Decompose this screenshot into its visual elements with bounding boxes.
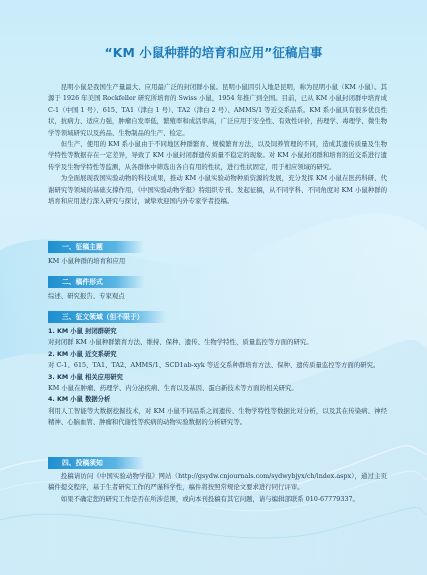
intro-text <box>48 82 387 207</box>
section-heading-format: 二、稿件形式 <box>48 276 144 288</box>
submission-paragraph: 投稿请访问《中国实验动物学报》网站（http://gsydw.cnjournals.com/sydwybjyx/ch/index.aspx），通过主页稿件提交程序，基于生者研究工作的严谨科学性，稿件将按照常规论文要求进行同行评审。 <box>48 472 387 492</box>
field-title: 3. KM 小鼠 相关应用研究 <box>48 373 123 381</box>
submission-paragraph: 如果不确定您的研究工作是否在所涉范围，或向本刊投稿有其它问题，请与编辑部联系 010-67779337。 <box>60 494 359 503</box>
section-body-theme <box>48 256 387 267</box>
intro-paragraph: 为全面展现我国实验动物的科技成果，推动 KM 小鼠实验动物种质资源的发展，充分发挥 KM 小鼠在医药科研、代谢研究等领域的基础支撑作用，《中国实验动物学报》特组织专刊、发起征稿，从不同学科、不同角度对 KM 小鼠种群的培育和应用进行深入研究与探讨，诚挚欢迎国内外专家学者投稿。 <box>48 174 387 206</box>
section-heading-theme: 一、征稿主题 <box>48 241 144 253</box>
field-title: 2. KM 小鼠 近交系研究 <box>48 350 117 358</box>
page-title: “KM 小鼠种群的培育和应用”征稿启事 <box>104 45 323 60</box>
field-body: 对 C-1、615、TA1、TA2、AMMS/1、SCD1ab-xyk 等近交系种群培育方法、保种、遗传质量监控等方面的研究。 <box>48 361 380 370</box>
field-title: 4. KM 小鼠 数据分析 <box>48 396 111 404</box>
field-title: 1. KM 小鼠 封闭群研究 <box>48 328 117 335</box>
section-body-format <box>48 291 387 302</box>
section-body-fields <box>48 326 387 429</box>
format-text: 综述、研究报告、专家观点 <box>48 292 125 300</box>
intro-paragraph: 昆明小鼠是我国生产量最大、应用最广泛的封闭群小鼠。昆明小鼠因引入地是昆明，称为昆明小鼠（KM 小鼠）。其源于 1926 年美国 Rockfeller 研究所培育的 Swiss 小鼠，1954 年推广到全国。目前，已从 KM 小鼠封闭群中培育成 C-1（中国 1 号）、615、TA1（津白 1 号）、TA2（津白 2 号）、AMMS/1 等近交系品系。KM 系小鼠具有很多优良性状，抗病力、适应力强，肿瘤自发率低，繁殖率和成活率高，广泛应用于安全性、有效性评价，药理学、毒理学、微生物学等领域研究以及药品、生物制品的生产、检定。 <box>48 83 387 137</box>
field-body: 利用人工智能等大数据挖掘技术，对 KM 小鼠不同品系之间遗传、生物学特性等数据比对分析，以及其在传染病、神经精神、心脑血管、肿瘤和代谢性等疾病的动物实验数据的分析研究等。 <box>48 406 387 427</box>
field-body: KM 小鼠在肿瘤、药理学、内分泌疾病、生育以及基因、蛋白新技术等方面的相关研究。 <box>48 384 298 393</box>
field-body: 对封闭群 KM 小鼠种群繁育方法、维持、保种、遗传、生物学特性、质量监控等方面的研究。 <box>48 338 313 347</box>
intro-paragraph: 但生产、使用的 KM 系小鼠由于不同地区种群繁育、规模繁育方法，以及饲养管理的不同，造成其遗传质量及生物学特性等数据存在一定差异，导致了 KM 小鼠封闭群遗传质量不稳定的现象。对 KM 小鼠封闭群和培育的近交系进行遗传学及生物学特性等监测，从各群体中筛选出各自有用的性状，进行性状固定，用于相应领域的研究。 <box>48 140 387 171</box>
section-heading-fields: 三、征文领域（但不限于） <box>48 311 166 323</box>
section-heading-submission: 四、投稿须知 <box>48 457 144 469</box>
section-body-submission <box>48 471 387 505</box>
theme-text: KM 小鼠种群的培育和应用 <box>48 257 126 265</box>
